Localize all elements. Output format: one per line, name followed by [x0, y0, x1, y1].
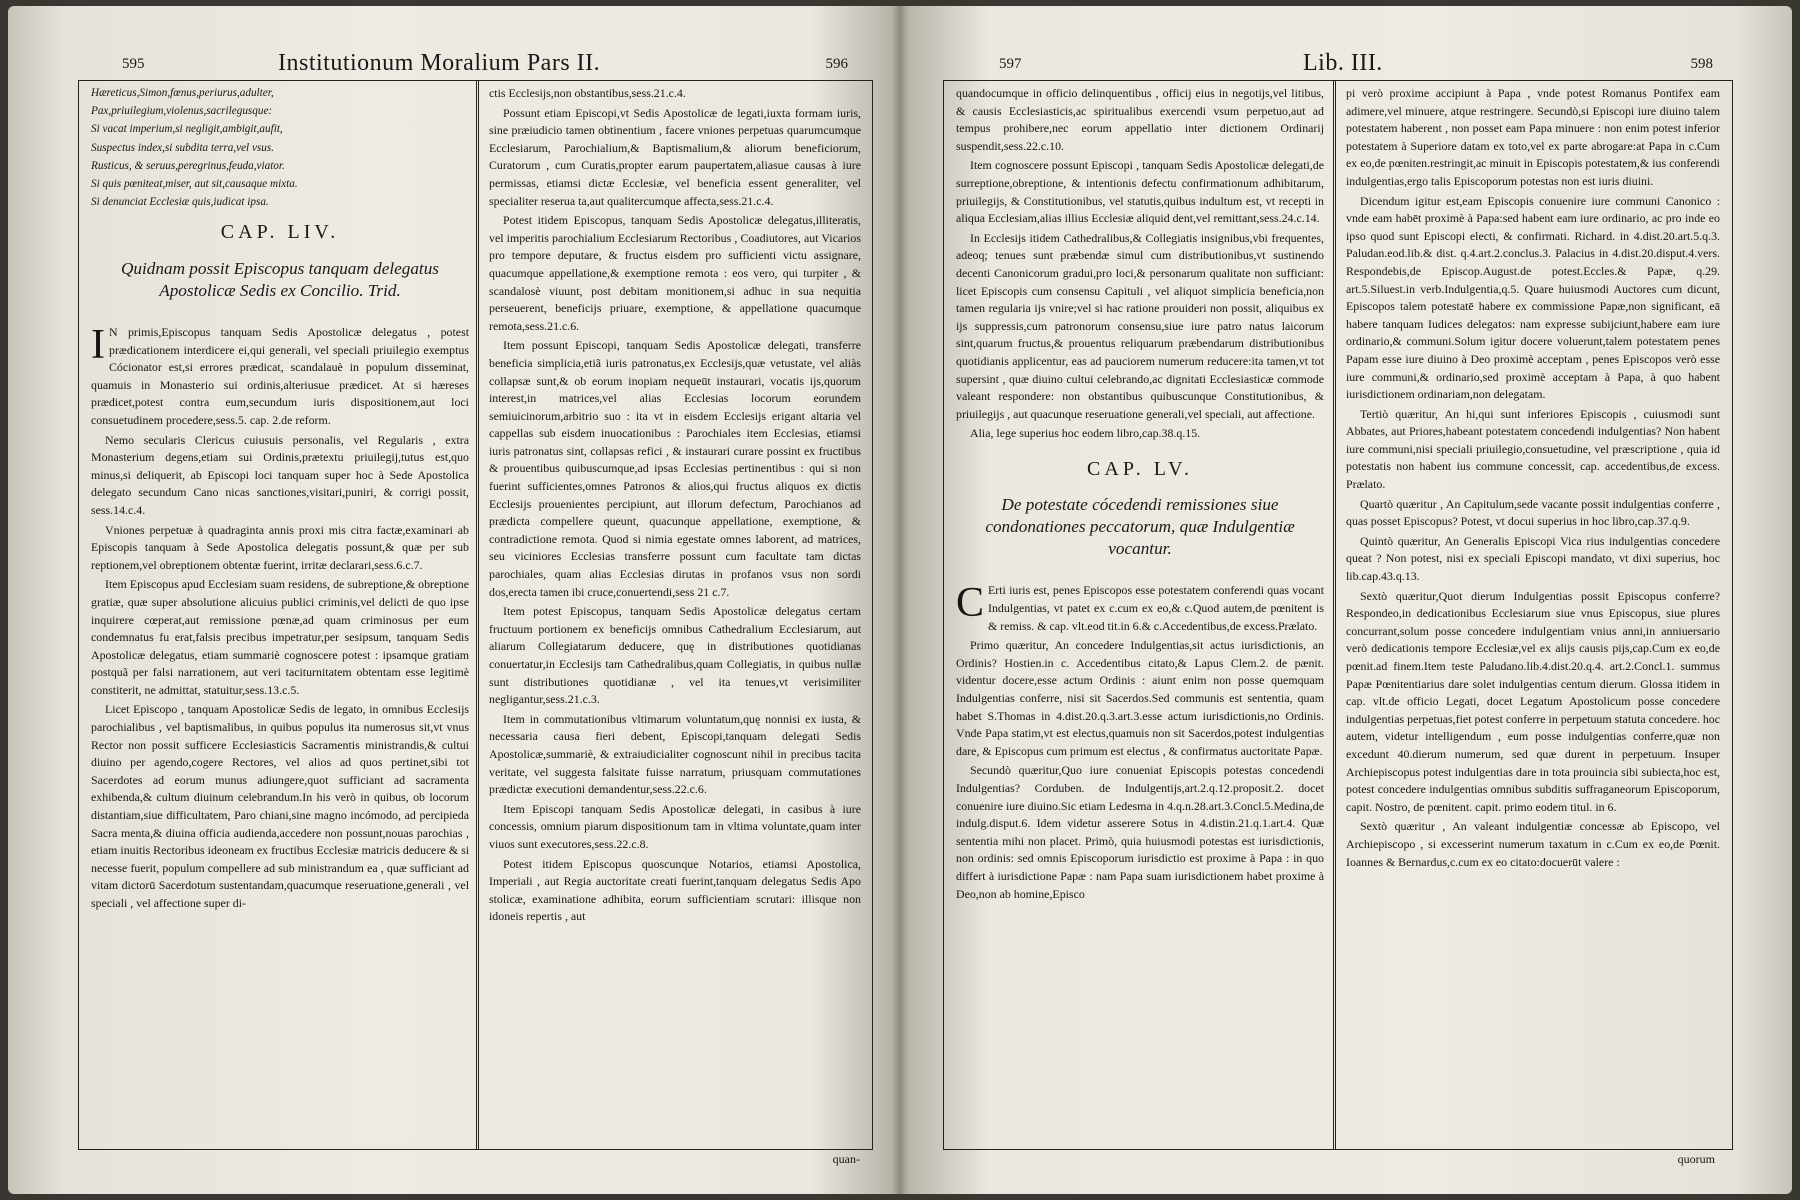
- drop-cap: I: [91, 322, 105, 369]
- verse-line: Rusticus, & seruus,peregrinus,feuda,viator.: [91, 159, 285, 172]
- page-number: 598: [1690, 56, 1713, 72]
- paragraph: ctis Ecclesijs,non obstantibus,sess.21.c.4.: [489, 86, 686, 100]
- paragraph: Alia, lege superius hoc eodem libro,cap.38.q.15.: [970, 426, 1201, 441]
- left-page-frame: [78, 80, 873, 1150]
- catchword: quorum: [1677, 1152, 1715, 1166]
- right-page-frame: [943, 80, 1733, 1150]
- paragraph: Sextò quæritur , An valeant indulgentiæ concessæ ab Episcopo, vel Archiepiscopo , si excesserint numerum taxatum in c.Cum ex eo,de Pœnit. Ioannes & Bernardus,c.cum ex eo citato:docuerūt valere :: [1346, 819, 1720, 869]
- paragraph: Secundò quæritur,Quo iure conueniat Episcopis potestas concedendi Indulgentias? Corduben. de Indulgentijs,art.2.q.12.proposit.2. docet conuenire iure diuino.Sic etiam Ledesma in 4.q.n.28.art.3.Concl.5.Medina,de indulg.disput.6. Idem videtur asserere Sotus in 4.distin.21.q.1.art.4. Quæ sententia mihi non placet. Primò, quia huiusmodi potestas est iurisdictionis, non ordinis: sed omnis Episcoporum iurisdictio est proxime à Papa : in quo differt à iurisdictione Papæ : nam Papa suam iurisdictionem habet proxime à Deo,non ab homine,Episco: [956, 763, 1324, 901]
- paragraph: Item Episcopi tanquam Sedis Apostolicæ delegati, in casibus à iure concessis, omnium piarum dispositionum tam in vltima voluntate,quam inter viuos sunt executores,sess.22.c.8.: [489, 801, 861, 851]
- column-divider: [1333, 81, 1336, 1149]
- paragraph: Potest itidem Episcopus quoscunque Notarios, etiamsi Apostolica, Imperiali , aut Regia auctoritate creati fuerint,tanquam delegatus Sedis Apo stolicæ, examinatione adhibita, eorum sufficientiam scrutari: illisque non idoneis repertis , aut: [489, 856, 861, 924]
- drop-cap: C: [956, 580, 985, 627]
- catchword: quan-: [832, 1152, 860, 1166]
- paragraph: Item cognoscere possunt Episcopi , tanquam Sedis Apostolicæ delegati,de surreptione,obreptione, & intentionis defectu confirmationum adhibitarum, priuilegijs, & Constitutionibus, vel statutis,quibus indultum est, vt recepti in aliqua Ecclesiam,alias illius Ecclesiæ aliquid dent,vel remittant,sess.24.c.14.: [956, 158, 1324, 226]
- paragraph: N primis,Episcopus tanquam Sedis Apostolicæ delegatus , potest prædicationem interdicere ei,qui generali, vel speciali priuilegio exemptus Cócionator est,si errores prædicat, scandalauè in populum disseminat, quamuis in Monasterio sui ordinis,alteriusue prædicet. At si hæreses prædicet,potest contra eum,secundum iuris dispositionem,aut loci consuetudinem procedere,sess.5. cap. 2.de reform.: [91, 325, 469, 427]
- right-page-header: [943, 50, 1733, 82]
- chapter-title: Quidnam possit Episcopus tanquam delegatus Apostolicæ Sedis ex Concilio. Trid.: [121, 259, 439, 301]
- paragraph: Potest itidem Episcopus, tanquam Sedis Apostolicæ delegatus,illiteratis, vel imperitis parochialium Ecclesiarum Rectoribus , Coadiutores, aut Vicarios pro tempore deputare, & fructus eisdem pro sufficienti victu assignare, quacumque appellatione,& exemptione remota : eos vero, qui turpiter , & scandalosè viuunt, post debitam monitionem,si adhuc in sua nequitia perseuerent, beneficijs priuare, exemptione, & appellatione quacumque remota,sess.21.c.6.: [489, 213, 861, 333]
- chapter-heading: CAP. LV.: [1087, 457, 1193, 480]
- verse-block: [91, 85, 469, 210]
- verse-line: Si quis pœniteat,miser, aut sit,causaque mixta.: [91, 178, 298, 191]
- verse-line: Hæreticus,Simon,fœnus,periurus,adulter,: [91, 87, 274, 99]
- chapter-heading: CAP. LIV.: [220, 221, 340, 244]
- paragraph: pi verò proxime accipiunt à Papa , vnde potest Romanus Pontifex eam adimere,vel minuere, atque restringere. Secundò,si Episcopi iure diuino talem potestatem haberent , non posset eam Papa minuere : non enim potest inferior potestatem à Superiore datam ex toto,vel ex parte abrogare:at Papa in c.Cum ex eo,de pœniten.restringit,ac minuit in Episcopis potestatem,& ius conferendi indulgentias,ergo talis Episcoporum potestas non est iuris diuini.: [1346, 86, 1720, 188]
- verse-line: Suspectus index,si subdita terra,vel vsus.: [91, 141, 275, 154]
- verse-line: Pax,priuilegium,violenus,sacrilegusque:: [91, 105, 273, 118]
- paragraph: Licet Episcopo , tanquam Apostolicæ Sedis de legato, in omnibus Ecclesijs parochialibus , vel baptismalibus, in quibus populus ita numerosus sit,vt vnus Rector non possit sufficere Ecclesiasticis Sacramentis ministrandis,& cultui diuino per agendo,cogere Rectores, vel alios ad quos pertinet,sibi tot Sacerdotes ad eorum munus adiungere,quot sufficiant ad sacramenta exhibenda,& cultum diuinum celebrandum.In his verò in quibus, ob locorum distantiam,siue difficultatem, Paro chiani,sine magno incómodo, ad percipieda Sacra menta,& diuina officia audienda,accedere non possunt,nouas parochias , etiam inuitis Rectoribus ideoneam ex fructibus Ecclesiæ matricis deducere & si necesse fuerit, populum compellere ad sub ministrandum ea , quæ sufficiant ad vitam dictorū Sacerdotum sustentandam,quacumque reseruatione,generali , vel speciali , vel affectione super di-: [91, 702, 469, 911]
- paragraph: Item Episcopus apud Ecclesiam suam residens, de subreptione,& obreptione gratiæ, quæ super absolutione alicuius publici criminis,vel delicti de quo ipse inquirere cœperat,aut remissione pœnæ,ad quam criminosus per eum condemnatus fu erat,falsis precibus impetratur,per sesipsum, tanquam Sedis Apostolicæ delegatus, etiam summariè cognoscere potest : ipsamque gratiam postquã per falsi narrationem, aut veri taciturnitatem obtentam esse legitimè constiterit, ne admittat, statuitur,sess.13.c.5.: [91, 577, 469, 697]
- paragraph: Quintò quæritur, An Generalis Episcopi Vica rius indulgentias concedere queat ? Non potest, nisi ex speciali Episcopi mandato, vt dixi superius, hoc lib.cap.43.q.13.: [1346, 533, 1720, 584]
- paragraph: Quartò quæritur , An Capitulum,sede vacante possit indulgentias conferre , quas posset Episcopus? Potest, vt docui superius in hoc libro,cap.37.q.9.: [1346, 496, 1720, 529]
- paragraph: Item in commutationibus vltimarum voluntatum,quę nonnisi ex iusta, & necessaria causa fieri debent, Episcopi,tanquam delegati Sedis Apostolicæ,summariè, & extraiudicialiter cognoscunt nihil in precibus tacita veritate, vel suggesta falsitate fuisse narratum, priusquam commutationes prædictæ executioni demandentur,sess.22.c.6.: [489, 711, 861, 797]
- left-col-1: [91, 85, 469, 1145]
- paragraph: Vniones perpetuæ à quadraginta annis proxi mis citra factæ,examinari ab Episcopis tanquam à Sede Apostolica delegatis possunt,& quæ per sub reptionem,vel obreptionem obtentæ fuerint, irritæ declarari,sess.6.c.7.: [91, 522, 469, 572]
- page-number: 597: [999, 56, 1022, 72]
- paragraph: Dicendum igitur est,eam Episcopis conuenire iure communi Canonico : vnde eam habēt proximè à Papa:sed habent eam iure ordinario, ac pro inde eo ipso quod sunt Episcopi electi, & confirmati. Richard. in 4.dist.20.art.5.q.3. Paludan.eod.lib.& dist. q.4.art.2.conclus.3. Palacius in 4.dist.20.disput.4.vers. Respondebis,de Episcop.August.de potest.Eccles.& Papæ, q.29. art.5.Siluest.in verb.Indulgentia,q.5. Quare huiusmodi Auctores cum dicunt, Episcopos talem potestatē habere ex commissione Papæ,non significant, eā habere tanquam Iudices delegatos: nam expresse subijciunt,habere eam iure ordinario,& communi.Solum igitur docere voluerunt,talem potestatem penes Papam esse iure diuino à Deo proximè acceptam , penes Episcopos verò esse iure communi,& ordinario,sed proximè acceptam à Papa, à quo habent iurisdictionem ordinariam,non delegatam.: [1346, 193, 1720, 402]
- paragraph: Possunt etiam Episcopi,vt Sedis Apostolicæ de legati,iuxta formam iuris, sine præiudicio tamen obtinentium , facere vniones perpetuas quarumcumque Ecclesiarum, Parochialium,& Baptismalium,& aliorum beneficiorum, Curatorum , cum Curatis,propter earum paupertatem,aliasue causas à iure permissas, etiamsi dictæ Ecclesiæ, vel beneficia essent generaliter, vel specialiter reserua ta,aut qualitercumque affecta,sess.21.c.4.: [489, 105, 861, 208]
- right-page: [943, 42, 1733, 1192]
- running-head: Lib. III.: [1303, 50, 1383, 76]
- paragraph: In Ecclesijs itidem Cathedralibus,& Collegiatis insignibus,vbi frequentes, adeoq; tenues sunt præbendæ simul cum distributionibus,vt sustinendo decenti Canonicorum gradui,pro loci,& personarum qualitate non sufficiant: licet Episcopis cum consensu Capituli , vel aliquot simplicia beneficia,non tamen regularia ijs vnire;vel si hac ratione prouideri non possit, aliquibus ex ijs suppressis,cum patronorum consensu,siue iure patro natus laicorum sint,quarum fructus,& prouentus reliquarum præbendarum distributionibus quotidianis applicentur, eas ad pauciorem numerum reducere:ita tamen,vt tot supersint , quæ diuino cultui celebrando,ac dignitati Ecclesiasticæ commode valeant respondere: non obstantibus quibuscunque Constitutionibus, & priuilegijs , aut quacunque reseruatione generali,vel speciali, aut affectione.: [956, 230, 1324, 421]
- verse-line: Si vacat imperium,si negligit,ambigit,aufit,: [91, 123, 283, 136]
- left-page: [78, 42, 878, 1192]
- running-head: Institutionum Moralium Pars II.: [278, 50, 601, 76]
- paragraph: Erti iuris est, penes Episcopos esse potestatem conferendi quas vocant Indulgentias, vt patet ex c.cum ex eo,& c.Quod autem,de pœnitent is & remiss. & cap. vlt.eod tit.in 6.& c.Accedentibus,de excess.Prælato.: [988, 583, 1324, 633]
- left-page-header: [78, 50, 878, 82]
- chapter-title: De potestate cócedendi remissiones siue condonationes peccatorum, quæ Indulgentiæ vocantur.: [985, 495, 1295, 559]
- paragraph: Nemo secularis Clericus cuiusuis personalis, vel Regularis , extra Monasterium degens,etiam sui Ordinis,prætextu priuilegij,tutus est,quo minus,si deliquerit, ab Episcopi loci tanquam super hoc à Sede Apostolica delegato secundum Cano nicas sanctiones,visitari,puniri, & corrigi possit, sess.14.c.4.: [91, 432, 469, 517]
- page-number: 596: [825, 56, 848, 72]
- paragraph: Item potest Episcopus, tanquam Sedis Apostolicæ delegatus certam fructuum portionem ex beneficijs omnibus Cathedralium Ecclesiarum, aut aliarum Collegiatarum deducere, quę in distributiones quotidianas conuertatur,in Ecclesijs tam Cathedralibus,quam Collegiatis, in quibus nullæ sunt distributiones quotidianæ , vel ita tenues,vt verisimiliter negligantur,sess.21.c.3.: [489, 604, 861, 707]
- paragraph: Sextò quæritur,Quot dierum Indulgentias possit Episcopus conferre? Respondeo,in dedicationibus Ecclesiarum siue vnus Episcopus, siue plures concurrant,solum posse concedere indulgentiam vnius anni,in anniuersario verò dedicationis tempore Ecclesiæ,vel ex alijs causis pijs,cap.Cum ex eo,de pœnit.ad finem.Item teste Paludano.lib.4.dist.20.q.4. art.2.Concl.1. summus Papæ Pœnitentiarius dare solet indulgentias centum dierum. Glossa itidem in cap. vlt.de officio Legati, docet Legatum Apostolicum posse concedere indulgentias perpetuas,fiet potest conferre in perpetuum statuta concedere. hoc autem, videtur intelligendum , eum posse indulgentias conferre,quæ non excedunt 40.dierum numerum, sed quæ durent in perpetuum. Insuper Archiepiscopus potest indulgentias dare in tota prouincia sibi subiecta,hoc est, potest concedere indulgentias omnibus subditis suffraganeorum Episcoporum, capit. Nostro, de pœnitent. capit. primo eodem titul. in 6.: [1346, 588, 1720, 814]
- paragraph: Tertiò quæritur, An hi,qui sunt inferiores Episcopis , cuiusmodi sunt Abbates, aut Priores,habeant potestatem concedendi indulgentias? Non habent iure communi,nisi speciali priuilegio,consuetudine, vel præscriptione , quia id potestatis non habent ius commune concessit, cap. accedentibus,de excess. Prælato.: [1346, 406, 1720, 492]
- paragraph: Item possunt Episcopi, tanquam Sedis Apostolicæ delegati, transferre beneficia simplicia,etiã iuris patronatus,ex Ecclesijs,quæ vetustate, vel aliàs collapsæ sunt,& ob eorum inopiam nequeūt instaurari, vocatis ijs,quorum interest,in matrices,vel alias Ecclesias locorum eorundem semiuicinorum,arbitrio suo : ita vt in eisdem Ecclesijs erigant altaria vel cappellas sub eisdem inuocationibus : Parochiales item Ecclesias, etiamsi iuris patronatus sint, collapsas refici , & instaurari curare possint ex fructibus & prouentibus quibuscumque,ad ipsas Ecclesias pertinentibus : qui si non fuerint sufficientes,omnes Patronos & alios,qui fructus aliquos ex dictis Ecclesijs prouenientes percipiunt, aut illorum defectum, Parochianos ad prædicta compellere queunt, quacunque appellatione, exemptione, & contradictione remota. Quod si nimia egestate omnes laborent, ad matrices, seu viciniores Ecclesias transferre possunt cum facultate tam dictas parochiales, quam alias Ecclesias dirutas in profanos vsus non sordi dos,erecta tamen ibi cruce,conuertendi,sess 21 c.7.: [489, 338, 861, 599]
- book-spread: [8, 6, 1792, 1194]
- paragraph: quandocumque in officio delinquentibus , officij eius in negotijs,vel litibus, & causis Ecclesiasticis,ac spiritualibus exercendi vsum perpetuo,aut ad tempus prohibere,nec eorum appellatio inter dictionem Ordinarij suspendit,sess.22.c.10.: [956, 86, 1324, 153]
- right-col-1: [956, 85, 1324, 1145]
- left-col-2: [489, 85, 861, 1145]
- page-number: 595: [122, 56, 145, 72]
- column-divider: [476, 81, 479, 1149]
- right-col-2: [1346, 85, 1720, 1145]
- verse-line: Si denunciat Ecclesiæ quis,iudicat ipsa.: [91, 196, 269, 209]
- paragraph: Primo quæritur, An concedere Indulgentias,sit actus iurisdictionis, an Ordinis? Hostien.in c. Accedentibus citato,& Lapus Clem.2. de pænit. videntur docere,esse actum Ordinis : aiunt enim non posse quemquam Indulgentias conferre, nisi sit Sacerdos.Sed communis est sententia, quam habet S.Thomas in 4.dist.20.q.3.art.3.esse actum iurisdictionis,no Ordinis. Vnde Papa statim,vt est electus,quamuis non sit Sacerdos,potest indulgentias dare, & Episcopus cum primum est electus , & confirmatus auctoritate Papæ.: [956, 638, 1324, 758]
